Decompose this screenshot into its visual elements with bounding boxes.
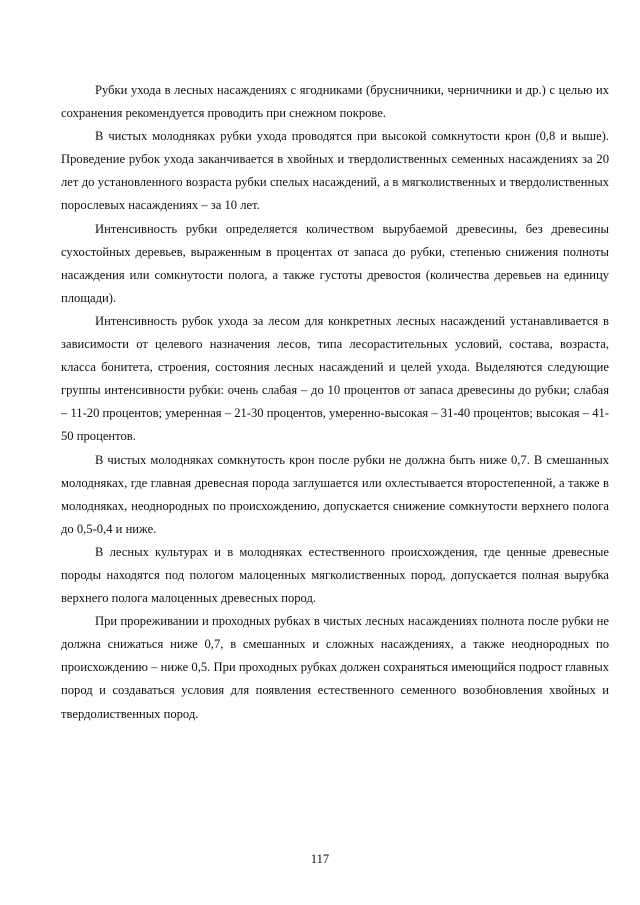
body-text bbox=[61, 79, 609, 726]
paragraph-3: Интенсивность рубки определяется количеством вырубаемой древесины, без древесины сухостойных деревьев, выраженным в процентах от запаса до рубки, степенью снижения полноты насаждения или сомкнутости полога, а также густоты древостоя (количества деревьев на единицу площади). bbox=[61, 221, 609, 305]
paragraph-5: В чистых молодняках сомкнутость крон после рубки не должна быть ниже 0,7. В смешанных молодняках, где главная древесная порода заглушается или охлестывается второстепенной, а также в молодняках, неоднородных по происхождению, допускается снижение сомкнутости верхнего полога до 0,5-0,4 и ниже. bbox=[61, 452, 609, 536]
paragraph-6: В лесных культурах и в молодняках естественного происхождения, где ценные древесные породы находятся под пологом малоценных мягколиственных пород, допускается полная вырубка верхнего полога малоценных древесных пород. bbox=[61, 544, 609, 606]
paragraph-7: При прореживании и проходных рубках в чистых лесных насаждениях полнота после рубки не должна снижаться ниже 0,7, в смешанных и сложных насаждениях, а также неоднородных по происхождению – ниже 0,5. При проходных рубках должен сохраняться имеющийся подрост главных пород и создаваться условия для появления естественного семенного возобновления хвойных и твердолиственных пород. bbox=[61, 614, 609, 721]
page-number: 117 bbox=[310, 852, 330, 866]
paragraph-1: Рубки ухода в лесных насаждениях с ягодниками (брусничники, черничники и др.) с целью их сохранения рекомендуется проводить при снежном покрове. bbox=[61, 83, 609, 121]
paragraph-2: В чистых молодняках рубки ухода проводятся при высокой сомкнутости крон (0,8 и выше). Проведение рубок ухода заканчивается в хвойных и твердолиственных семенных насаждениях за 20 лет до установленного возраста рубки спелых насаждений, а в мягколиственных и твердолиственных порослевых насаждениях – за 10 лет. bbox=[61, 129, 609, 213]
paragraph-4: Интенсивность рубок ухода за лесом для конкретных лесных насаждений устанавливается в зависимости от целевого назначения лесов, типа лесорастительных условий, состава, возраста, класса бонитета, строения, состояния лесных насаждений и целей ухода. Выделяются следующие группы интенсивности рубки: очень слабая – до 10 процентов от запаса древесины до рубки; слабая – 11-20 процентов; умеренная – 21-30 процентов, умеренно-высокая – 31-40 процентов; высокая – 41-50 процентов. bbox=[61, 313, 609, 444]
